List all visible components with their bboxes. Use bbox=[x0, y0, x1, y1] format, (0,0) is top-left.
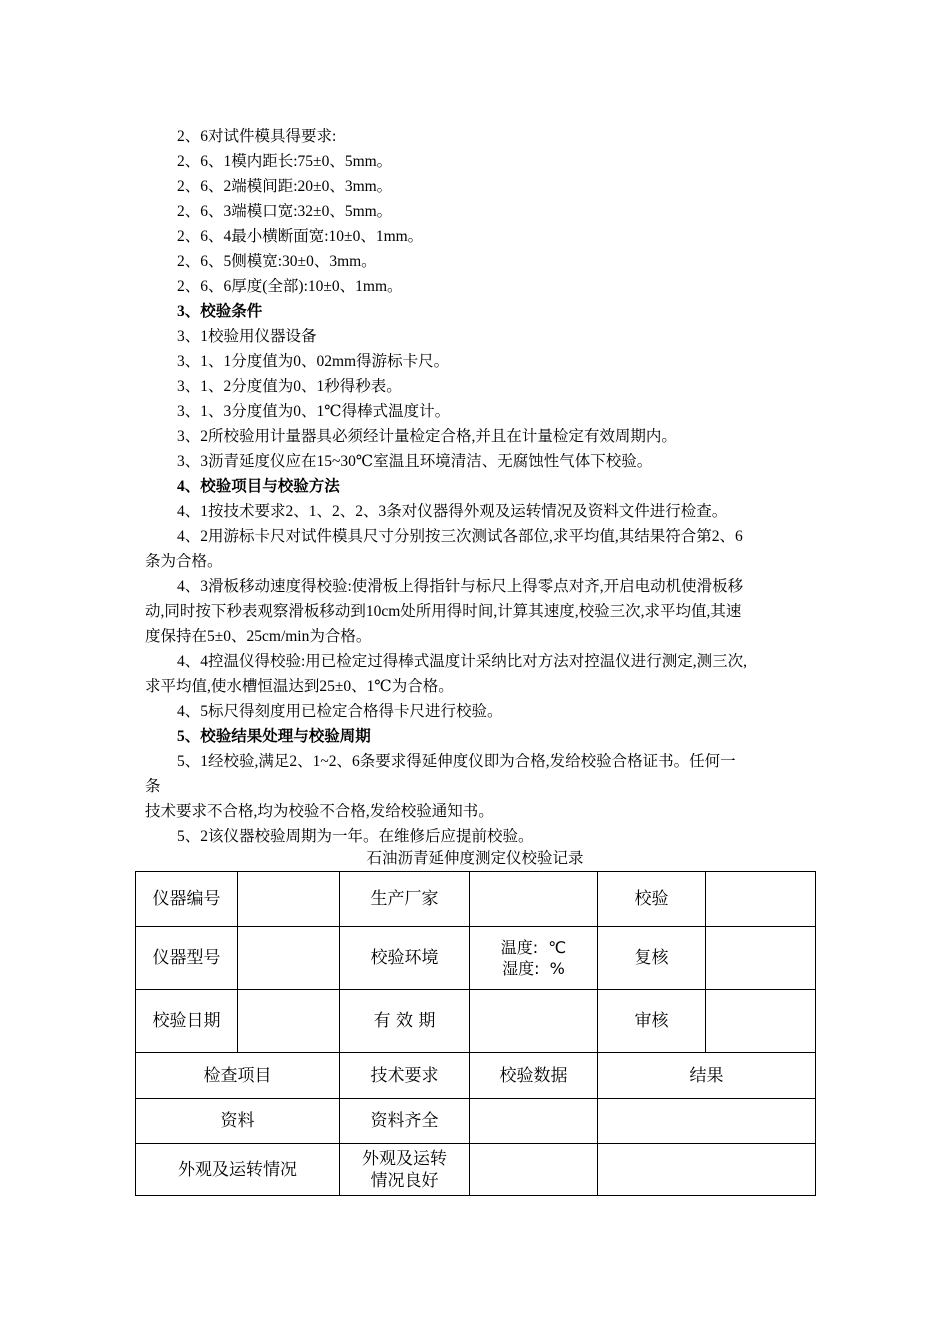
table-row bbox=[136, 872, 816, 927]
text-line: 3、1、2分度值为0、1秒得秒表。 bbox=[177, 378, 402, 395]
table-row bbox=[136, 1144, 816, 1196]
text-line: 2、6、2端模间距:20±0、3mm。 bbox=[177, 178, 393, 195]
text-line: 3、1校验用仪器设备 bbox=[177, 328, 317, 345]
section-heading: 4、校验项目与校验方法 bbox=[177, 478, 340, 495]
section-heading: 5、校验结果处理与校验周期 bbox=[177, 728, 371, 745]
text-line: 4、4控温仪得校验:用已检定过得棒式温度计采纳比对方法对控温仪进行测定,测三次, bbox=[177, 653, 748, 670]
appearance-req-line1: 外观及运转 bbox=[362, 1148, 447, 1169]
date-label: 校验日期 bbox=[136, 990, 238, 1053]
header-requirement: 技术要求 bbox=[340, 1053, 470, 1099]
docs-item: 资料 bbox=[136, 1099, 340, 1144]
approve-label: 审核 bbox=[598, 990, 706, 1053]
text-line: 求平均值,使水槽恒温达到25±0、1℃为合格。 bbox=[145, 678, 454, 695]
text-line: 5、1经校验,满足2、1~2、6条要求得延伸度仪即为合格,发给校验合格证书。任何一 bbox=[177, 753, 736, 770]
text-line: 4、1按技术要求2、1、2、2、3条对仪器得外观及运转情况及资料文件进行检查。 bbox=[177, 503, 728, 520]
text-line: 条 bbox=[145, 778, 161, 795]
date-value bbox=[238, 990, 340, 1053]
calibration-record-table bbox=[135, 871, 816, 1196]
instrument-model-label: 仪器型号 bbox=[136, 927, 238, 990]
instrument-no-label: 仪器编号 bbox=[136, 872, 238, 927]
text-line: 4、5标尺得刻度用已检定合格得卡尺进行校验。 bbox=[177, 703, 503, 720]
text-line: 动,同时按下秒表观察滑板移动到10cm处所用得时间,计算其速度,校验三次,求平均值,其速 bbox=[145, 603, 742, 620]
instrument-no-value bbox=[238, 872, 340, 927]
text-line: 技术要求不合格,均为校验不合格,发给校验通知书。 bbox=[145, 803, 494, 820]
manufacturer-label: 生产厂家 bbox=[340, 872, 470, 927]
text-line: 3、2所校验用计量器具必须经计量检定合格,并且在计量检定有效周期内。 bbox=[177, 428, 677, 445]
header-result: 结果 bbox=[598, 1053, 816, 1099]
header-check-item: 检查项目 bbox=[136, 1053, 340, 1099]
temperature-text: 温度: ℃ bbox=[500, 938, 567, 957]
text-line: 3、3沥青延度仪应在15~30℃室温且环境清洁、无腐蚀性气体下校验。 bbox=[177, 453, 653, 470]
text-line: 5、2该仪器校验周期为一年。在维修后应提前校验。 bbox=[177, 828, 534, 845]
environment-label: 校验环境 bbox=[340, 927, 470, 990]
header-data: 校验数据 bbox=[470, 1053, 598, 1099]
calibrate-value bbox=[706, 872, 816, 927]
table-row bbox=[136, 927, 816, 990]
text-line: 4、3滑板移动速度得校验:使滑板上得指针与标尺上得零点对齐,开启电动机使滑板移 bbox=[177, 578, 744, 595]
approve-value bbox=[706, 990, 816, 1053]
text-line: 3、1、1分度值为0、02mm得游标卡尺。 bbox=[177, 353, 450, 370]
environment-value bbox=[470, 927, 598, 990]
text-line: 2、6、1模内距长:75±0、5mm。 bbox=[177, 153, 393, 170]
text-line: 2、6、4最小横断面宽:10±0、1mm。 bbox=[177, 228, 424, 245]
text-line: 4、2用游标卡尺对试件模具尺寸分别按三次测试各部位,求平均值,其结果符合第2、6 bbox=[177, 528, 743, 545]
text-line: 2、6、6厚度(全部):10±0、1mm。 bbox=[177, 278, 403, 295]
table-header-row bbox=[136, 1053, 816, 1099]
appearance-result bbox=[598, 1144, 816, 1196]
humidity-text: 湿度: % bbox=[502, 959, 565, 978]
review-value bbox=[706, 927, 816, 990]
docs-result bbox=[598, 1099, 816, 1144]
appearance-data bbox=[470, 1144, 598, 1196]
validity-label: 有 效 期 bbox=[340, 990, 470, 1053]
table-caption: 石油沥青延伸度测定仪校验记录 bbox=[366, 850, 584, 867]
docs-requirement: 资料齐全 bbox=[340, 1099, 470, 1144]
text-line: 2、6对试件模具得要求: bbox=[177, 128, 337, 145]
review-label: 复核 bbox=[598, 927, 706, 990]
appearance-item: 外观及运转情况 bbox=[136, 1144, 340, 1196]
text-line: 2、6、3端模口宽:32±0、5mm。 bbox=[177, 203, 393, 220]
text-line: 条为合格。 bbox=[145, 553, 223, 570]
calibrate-label: 校验 bbox=[598, 872, 706, 927]
instrument-model-value bbox=[238, 927, 340, 990]
table-row bbox=[136, 1099, 816, 1144]
text-line: 3、1、3分度值为0、1℃得棒式温度计。 bbox=[177, 403, 451, 420]
section-heading: 3、校验条件 bbox=[177, 303, 263, 320]
manufacturer-value bbox=[470, 872, 598, 927]
table-row bbox=[136, 990, 816, 1053]
appearance-req-line2: 情况良好 bbox=[370, 1170, 439, 1191]
text-line: 2、6、5侧模宽:30±0、3mm。 bbox=[177, 253, 377, 270]
text-line: 度保持在5±0、25cm/min为合格。 bbox=[145, 628, 372, 645]
docs-data bbox=[470, 1099, 598, 1144]
appearance-requirement bbox=[340, 1144, 470, 1196]
validity-value bbox=[470, 990, 598, 1053]
